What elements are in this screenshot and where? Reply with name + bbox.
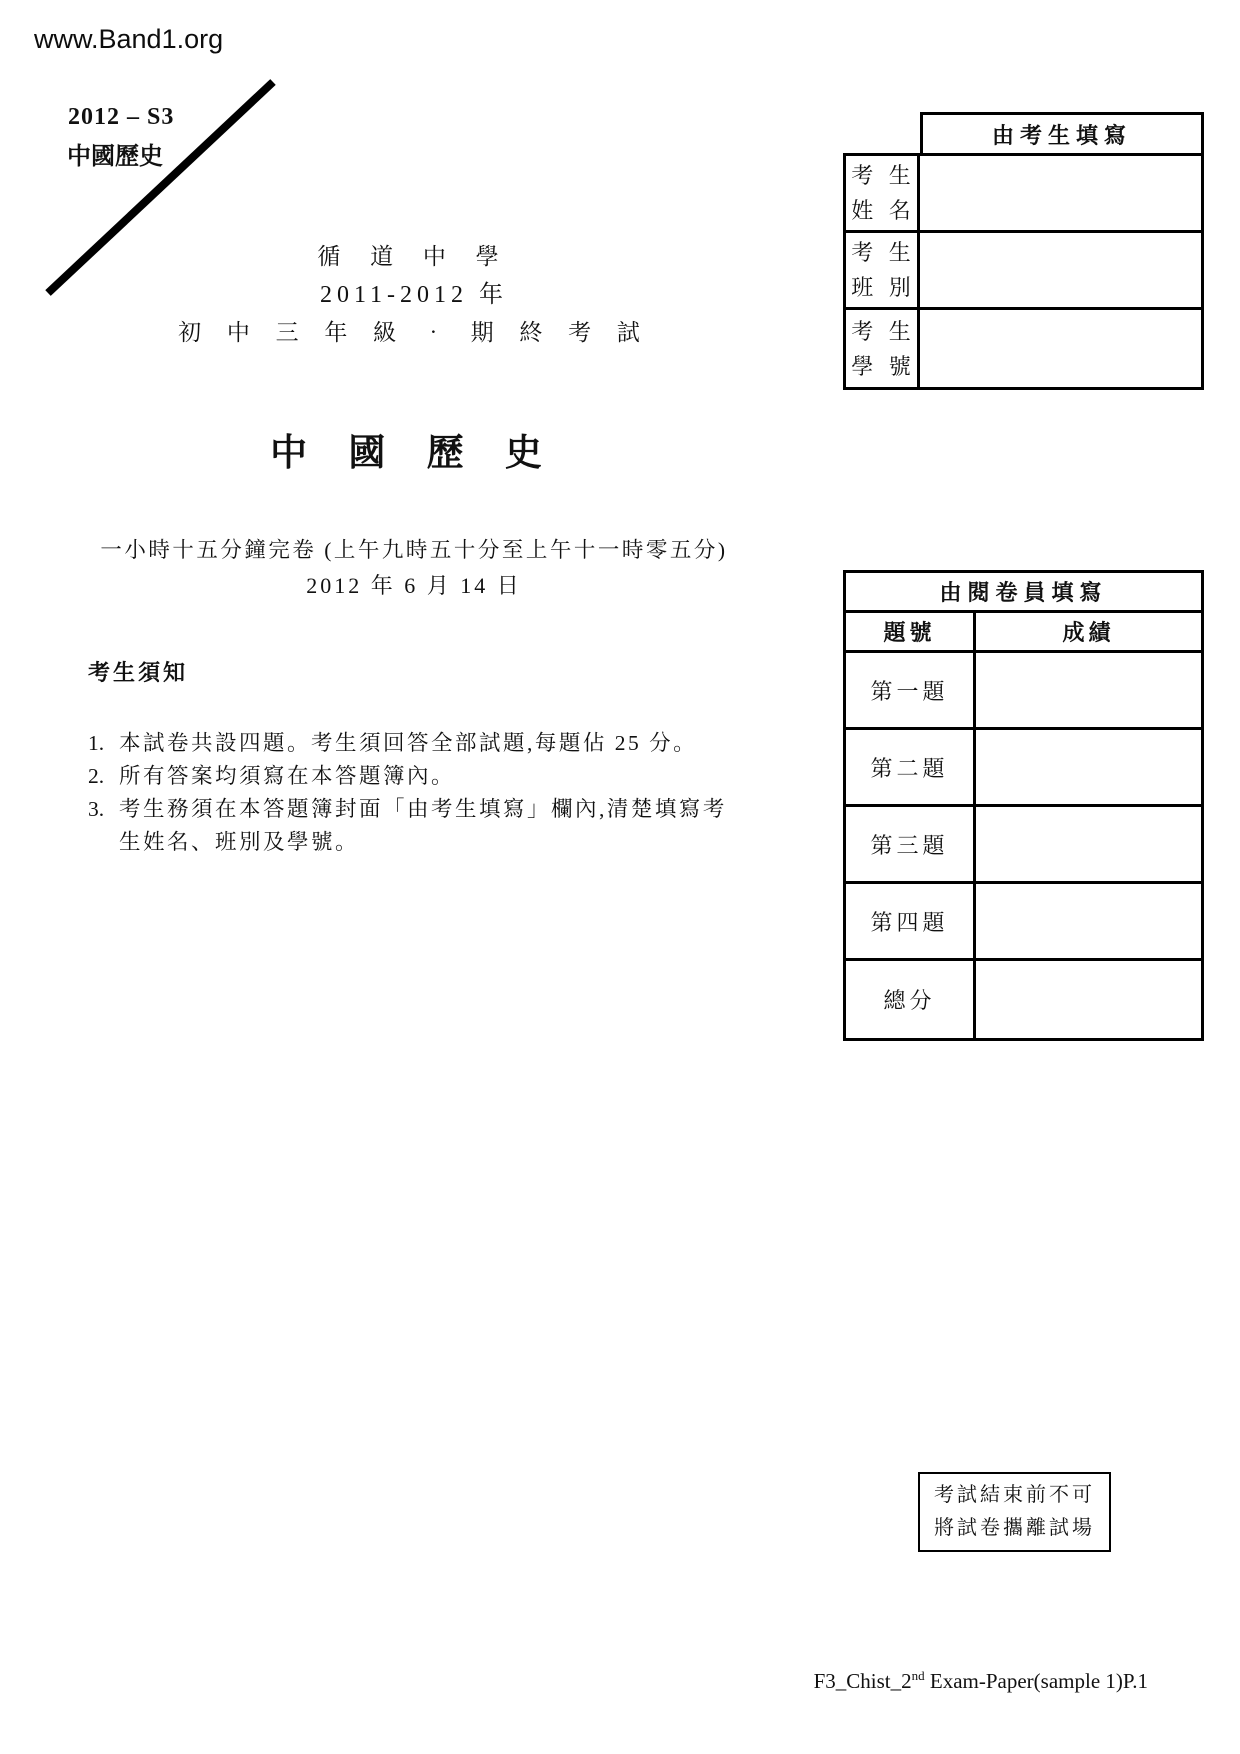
label-line: 考 生 (851, 240, 916, 265)
duration-line: 一小時十五分鐘完卷 (上午九時五十分至上午十一時零五分) (100, 538, 728, 562)
grader-row-q1-label: 第一題 (846, 653, 976, 730)
exam-end-warning-box (918, 1472, 1111, 1552)
note-number: 1. (88, 731, 105, 755)
grader-row-q3-label: 第三題 (846, 807, 976, 884)
note-text: 本試卷共設四題。考生須回答全部試題,每題佔 25 分。 (119, 731, 698, 755)
notes-heading: 考生須知 (88, 660, 189, 685)
note-text: 考生務須在本答題簿封面「由考生填寫」欄內,清楚填寫考生姓名、班別及學號。 (119, 797, 727, 854)
label-line: 姓 名 (851, 198, 916, 223)
grader-row-q3-score (976, 807, 1201, 884)
grader-row-q1-score (976, 653, 1201, 730)
grader-row-total-label: 總分 (846, 961, 976, 1038)
candidate-class-field (920, 233, 1201, 310)
grader-row-q2-label: 第二題 (846, 730, 976, 807)
grader-col-score: 成績 (976, 613, 1201, 653)
grader-table (843, 570, 1204, 1041)
paper-subject-label: 中國歷史 (67, 144, 163, 170)
candidate-table (843, 153, 1204, 390)
grader-col-question: 題號 (846, 613, 976, 653)
candidate-table-header: 由考生填寫 (920, 112, 1204, 156)
grader-row-q4-score (976, 884, 1201, 961)
grade-exam-line: 初 中 三 年 級 ‧ 期 終 考 試 (178, 320, 650, 345)
school-name: 循 道 中 學 (317, 244, 511, 269)
grader-row-q2-score (976, 730, 1201, 807)
warning-line: 考試結束前不可 (934, 1484, 1095, 1506)
footer-prefix: F3_Chist_2 (813, 1669, 912, 1693)
note-item (88, 727, 748, 760)
note-number: 2. (88, 764, 105, 788)
grader-row-total-score (976, 961, 1201, 1038)
notes-section (88, 656, 748, 859)
note-text: 所有答案均須寫在本答題簿內。 (119, 764, 456, 788)
candidate-class-label (846, 233, 920, 310)
exam-date: 2012 年 6 月 14 日 (306, 573, 522, 598)
notes-list (88, 727, 748, 859)
grader-table-header: 由閱卷員填寫 (846, 573, 1201, 613)
candidate-name-field (920, 156, 1201, 233)
candidate-name-label (846, 156, 920, 233)
note-item (88, 760, 748, 793)
label-line: 學 號 (851, 353, 916, 379)
note-number: 3. (88, 797, 105, 821)
label-line: 班 別 (851, 275, 916, 300)
head-block (90, 238, 738, 604)
footer-superscript: nd (911, 1668, 925, 1683)
paper-title: 中 國 歷 史 (270, 433, 558, 474)
label-line: 考 生 (851, 318, 916, 344)
site-watermark: www.Band1.org (34, 24, 224, 54)
warning-line: 將試卷攜離試場 (934, 1517, 1095, 1539)
paper-code: 2012 – S3 (68, 104, 175, 130)
candidate-number-label (846, 310, 920, 387)
candidate-number-field (920, 310, 1201, 387)
school-year: 2011-2012 年 (319, 282, 509, 308)
grader-row-q4-label: 第四題 (846, 884, 976, 961)
footer-paper-reference (814, 1668, 1148, 1694)
label-line: 考 生 (851, 163, 916, 188)
footer-suffix: Exam-Paper(sample 1)P.1 (924, 1669, 1148, 1693)
note-item (88, 793, 748, 859)
